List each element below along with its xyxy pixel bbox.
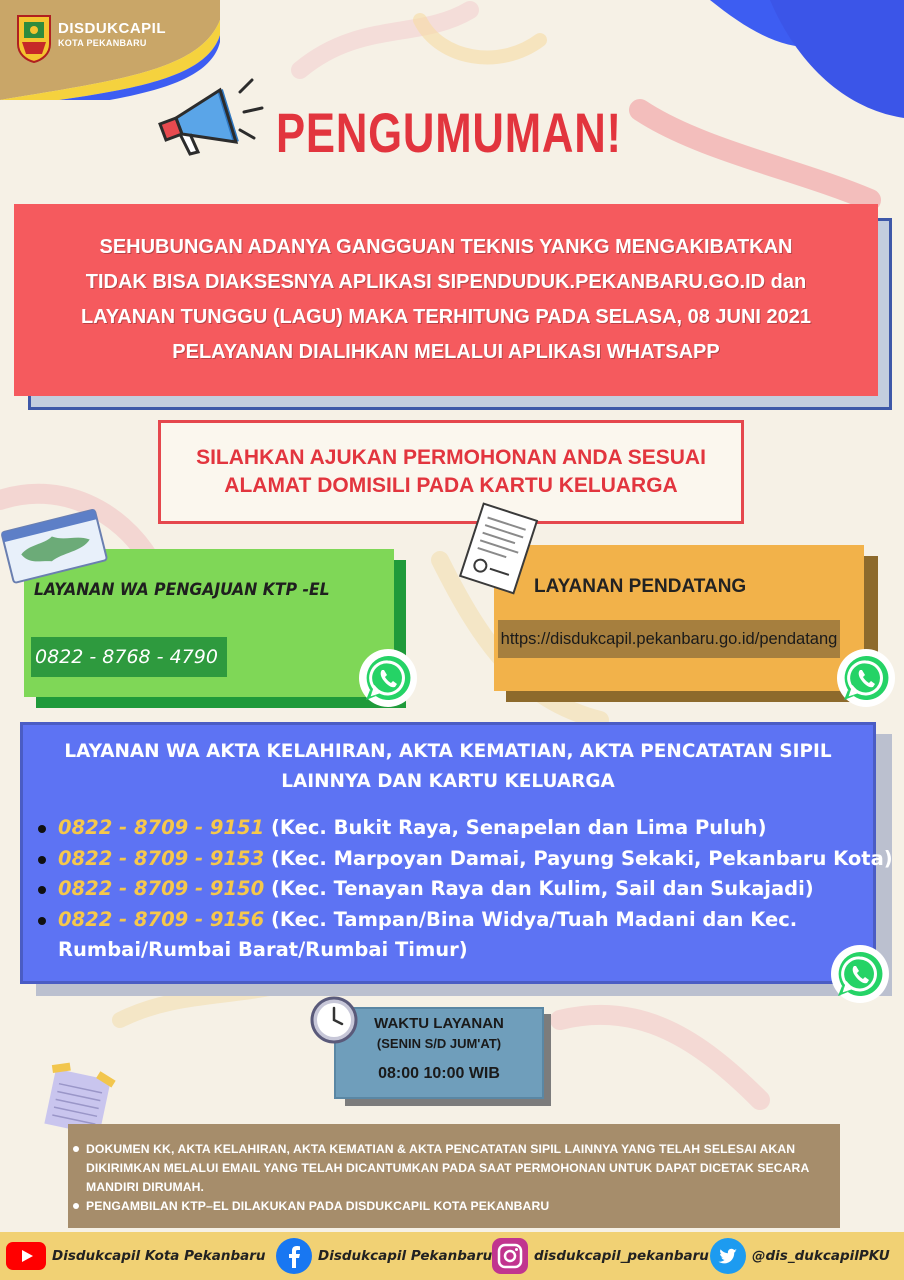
akta-heading-line: LAYANAN WA AKTA KELAHIRAN, AKTA KEMATIAN, AKTA PENCATATAN SIPIL [64,740,832,762]
notice-line: LAYANAN TUNGGU (LAGU) MAKA TERHITUNG PADA SELASA, 08 JUNI 2021 [80,306,812,328]
brand [58,20,166,48]
domisili-line: ALAMAT DOMISILI PADA KARTU KELUARGA [224,474,678,497]
instagram-handle: disdukcapil_pekanbaru [534,1248,709,1264]
facebook-handle: Disdukcapil Pekanbaru [318,1248,493,1264]
list-item [34,844,893,875]
twitter-link[interactable] [710,1238,890,1274]
whatsapp-icon[interactable] [836,648,896,708]
service-hours-title: WAKTU LAYANAN [374,1015,504,1032]
akta-heading [33,736,863,796]
notice-line: TIDAK BISA DIAKSESNYA APLIKASI SIPENDUDUK.PEKANBARU.GO.ID dan [85,271,807,293]
akta-area: Rumbai/Rumbai Barat/Rumbai Timur) [58,938,468,961]
brand-name: DISDUKCAPIL [58,20,167,37]
page-title: PENGUMUMAN! [276,101,622,164]
pendatang-box [494,545,864,691]
instagram-link[interactable] [492,1238,709,1274]
service-hours-box [334,1007,544,1099]
clock-icon [310,996,358,1044]
list-item [34,905,874,936]
pendatang-url-link[interactable]: https://disdukcapil.pekanbaru.go.id/pendatang [498,620,840,658]
akta-area: (Kec. Tampan/Bina Widya/Tuah Madani dan Kec. [264,907,798,931]
youtube-icon [6,1242,46,1270]
facebook-link[interactable] [276,1238,492,1274]
pendatang-service-label: LAYANAN PENDATANG [534,576,747,597]
akta-area: (Kec. Bukit Raya, Senapelan dan Lima Puluh) [264,816,767,839]
youtube-handle: Disdukcapil Kota Pekanbaru [52,1248,266,1264]
akta-phone-number[interactable]: 0822 - 8709 - 9150 [58,877,265,900]
twitter-handle: @dis_dukcapilPKU [752,1248,890,1264]
domisili-box [158,420,744,524]
list-item [34,874,874,905]
info-item: DOKUMEN KK, AKTA KELAHIRAN, AKTA KEMATIAN & AKTA PENCATATAN SIPIL LAINNYA YANG TELAH SELESAI AKAN DIKIRIMKAN MELALUI EMAIL YANG TELAH DICANTUMKAN PADA SAAT PERMOHONAN UNTUK DAPAT DICETAK SECARA MANDIRI DIRUMAH. [72,1140,832,1197]
ktp-service-label: LAYANAN WA PENGAJUAN KTP -EL [34,580,330,600]
megaphone-icon [150,72,270,172]
list-item-continuation [34,935,874,966]
ktp-phone-number[interactable]: 0822 - 8768 - 4790 [31,637,227,677]
youtube-link[interactable] [6,1238,266,1274]
akta-phone-number[interactable]: 0822 - 8709 - 9153 [58,846,265,870]
list-item [34,813,874,844]
id-card-icon [0,506,110,584]
akta-phone-number[interactable]: 0822 - 8709 - 9151 [58,816,265,839]
akta-heading-line: LAINNYA DAN KARTU KELUARGA [281,770,615,792]
whatsapp-icon[interactable] [830,944,890,1004]
notice-line: PELAYANAN DIALIHKAN MELALUI APLIKASI WHATSAPP [172,341,720,363]
service-days: (SENIN S/D JUM'AT) [376,1036,502,1051]
akta-phone-list [34,813,893,966]
info-box [68,1124,840,1228]
info-item: PENGAMBILAN KTP–EL DILAKUKAN PADA DISDUKCAPIL KOTA PEKANBARU [72,1197,832,1216]
akta-phone-number[interactable]: 0822 - 8709 - 9156 [58,907,265,931]
city-crest-logo [14,12,54,64]
domisili-line: SILAHKAN AJUKAN PERMOHONAN ANDA SESUAI [196,446,706,469]
service-hours: 08:00 10:00 WIB [378,1065,500,1082]
akta-area: (Kec. Tenayan Raya dan Kulim, Sail dan Sukajadi) [264,877,814,900]
facebook-icon [276,1238,312,1274]
akta-area: (Kec. Marpoyan Damai, Payung Sekaki, Pekanbaru Kota) [264,846,893,870]
instagram-icon [492,1238,528,1274]
notice-box [14,204,878,396]
document-icon [452,500,542,600]
notice-line: SEHUBUNGAN ADANYA GANGGUAN TEKNIS YANKG MENGAKIBATKAN [99,236,793,258]
brand-city: KOTA PEKANBARU [58,38,147,48]
twitter-icon [710,1238,746,1274]
whatsapp-icon[interactable] [358,648,418,708]
